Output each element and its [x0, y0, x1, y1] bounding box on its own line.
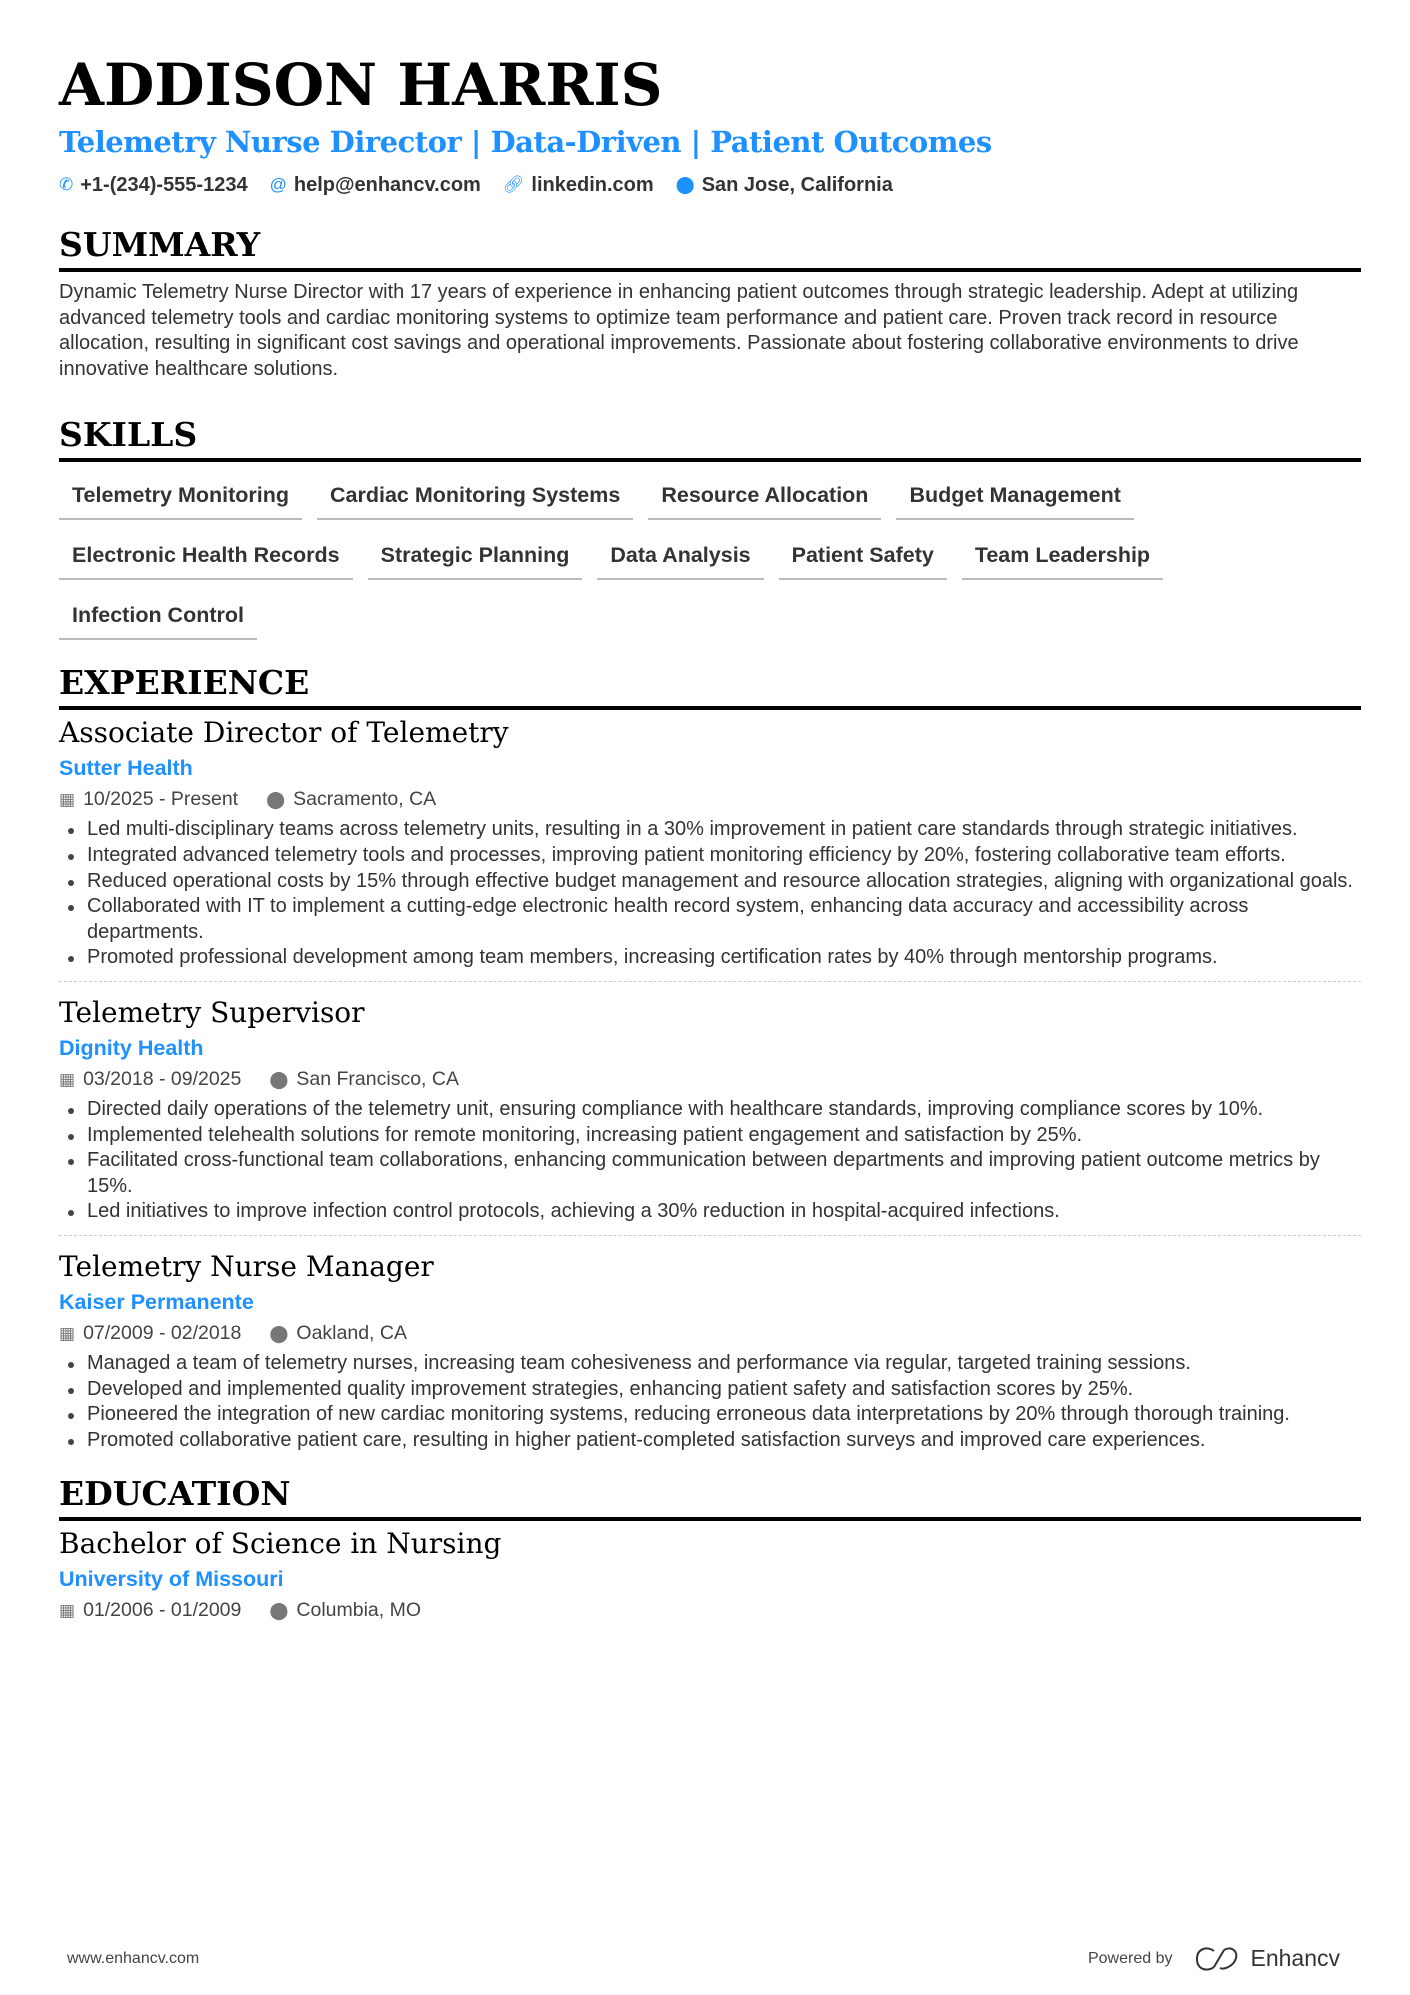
location-pin-icon: ⬤ [266, 790, 286, 810]
job-meta [59, 784, 1361, 815]
section-title: EXPERIENCE [59, 662, 1361, 710]
at-icon: @ [269, 175, 287, 194]
enhancv-logo[interactable] [1194, 1945, 1340, 1972]
company: Sutter Health [59, 756, 193, 781]
location-pin-icon: ⬤ [269, 1069, 289, 1089]
bullet-item: Reduced operational costs by 15% through effective budget management and resource allocation strategies, aligning with organizational goals. [59, 869, 1361, 895]
degree: Bachelor of Science in Nursing [59, 1527, 502, 1561]
education-section [59, 1473, 1361, 1632]
powered-by-label: Powered by [1087, 1949, 1173, 1967]
powered-by [1088, 1945, 1340, 1972]
job-title: Telemetry Nurse Manager [59, 1249, 434, 1283]
calendar-icon: ▦ [59, 1323, 76, 1343]
contact-email[interactable] [270, 172, 481, 198]
footer-website[interactable]: www.enhancv.com [67, 1949, 200, 1967]
summary-section [59, 224, 1361, 382]
bullet-list [59, 1351, 1361, 1453]
job-entry [59, 1235, 1361, 1459]
school: University of Missouri [59, 1567, 284, 1592]
section-title: SKILLS [59, 414, 1361, 462]
education-meta [59, 1595, 1361, 1626]
location-pin-icon: ⬤ [675, 175, 695, 194]
skill-tag: Electronic Health Records [59, 534, 353, 580]
job-list [59, 714, 1361, 1459]
skill-tag: Budget Management [896, 474, 1133, 520]
bullet-item: Directed daily operations of the telemetry unit, ensuring compliance with healthcare standards, improving compliance scores by 10%. [59, 1097, 1361, 1123]
contact-phone[interactable] [59, 172, 248, 198]
skill-tag: Telemetry Monitoring [59, 474, 302, 520]
summary-text: Dynamic Telemetry Nurse Director with 17 years of experience in enhancing patient outcomes through strategic leadership. Adept at utilizing advanced telemetry tools and cardiac monitoring systems to optimize team performance and patient care. Proven track record in resource allocation, resulting in significant cost savings and operational improvements. Passionate about fostering collaborative environments to drive innovative healthcare solutions. [59, 281, 1299, 380]
skills-section [59, 414, 1361, 640]
enhancv-logo-icon [1194, 1946, 1240, 1972]
candidate-name: ADDISON HARRIS [59, 51, 663, 119]
skill-tag: Resource Allocation [648, 474, 881, 520]
bullet-list [59, 1097, 1361, 1225]
link-icon: 🔗︎ [502, 175, 525, 194]
bullet-item: Developed and implemented quality improvement strategies, enhancing patient safety and satisfaction scores by 25%. [59, 1377, 1361, 1403]
dates: 03/2018 - 09/2025 [83, 1067, 242, 1090]
job-meta [59, 1318, 1361, 1349]
bullet-item: Collaborated with IT to implement a cutting-edge electronic health record system, enhancing data accuracy and accessibility across departments. [59, 894, 1361, 945]
job-title: Associate Director of Telemetry [59, 716, 509, 750]
calendar-icon: ▦ [59, 790, 76, 810]
resume-page [59, 48, 1361, 1632]
phone-text: +1-(234)-555-1234 [80, 174, 248, 196]
dates: 07/2009 - 02/2018 [83, 1321, 242, 1344]
skill-tag: Strategic Planning [368, 534, 583, 580]
location-pin-icon: ⬤ [269, 1323, 289, 1343]
contact-list [59, 172, 1361, 198]
bullet-item: Pioneered the integration of new cardiac monitoring systems, reducing erroneous data interpretations by 20% through thorough training. [59, 1402, 1361, 1428]
company: Kaiser Permanente [59, 1289, 254, 1314]
location: San Francisco, CA [296, 1067, 459, 1090]
headline: Telemetry Nurse Director | Data-Driven | Patient Outcomes [59, 125, 992, 159]
location: Sacramento, CA [293, 788, 437, 811]
phone-icon: ✆ [59, 175, 74, 194]
bullet-item: Promoted collaborative patient care, resulting in higher patient-completed satisfaction surveys and improved care experiences. [59, 1428, 1361, 1454]
section-title: SUMMARY [59, 224, 1361, 272]
job-title: Telemetry Supervisor [59, 995, 365, 1029]
bullet-item: Implemented telehealth solutions for remote monitoring, increasing patient engagement and satisfaction by 25%. [59, 1123, 1361, 1149]
section-title: EDUCATION [59, 1473, 1361, 1521]
skill-tag: Cardiac Monitoring Systems [317, 474, 633, 520]
contact-location [676, 172, 893, 198]
link-text: linkedin.com [531, 174, 654, 196]
job-entry [59, 714, 1361, 977]
email-text: help@enhancv.com [293, 174, 481, 196]
skill-tag: Team Leadership [962, 534, 1163, 580]
bullet-item: Facilitated cross-functional team collaborations, enhancing communication between departments and improving patient outcome metrics by 15%. [59, 1148, 1361, 1199]
location: Columbia, MO [296, 1599, 422, 1622]
bullet-item: Led initiatives to improve infection control protocols, achieving a 30% reduction in hospital-acquired infections. [59, 1199, 1361, 1225]
dates: 10/2025 - Present [83, 788, 239, 811]
education-entry [59, 1525, 1361, 1632]
skill-tag: Data Analysis [597, 534, 763, 580]
location: Oakland, CA [296, 1321, 407, 1344]
location-text: San Jose, California [701, 174, 893, 196]
bullet-item: Managed a team of telemetry nurses, increasing team cohesiveness and performance via regular, targeted training sessions. [59, 1351, 1361, 1377]
skill-tag: Patient Safety [779, 534, 947, 580]
job-meta [59, 1064, 1361, 1095]
skills-list [59, 474, 1361, 640]
skill-tag: Infection Control [59, 594, 257, 640]
bullet-list [59, 817, 1361, 971]
experience-section [59, 662, 1361, 1459]
bullet-item: Integrated advanced telemetry tools and processes, improving patient monitoring efficiency by 20%, fostering collaborative team efforts. [59, 843, 1361, 869]
bullet-item: Promoted professional development among team members, increasing certification rates by 40% through mentorship programs. [59, 945, 1361, 971]
enhancv-brand: Enhancv [1250, 1945, 1340, 1971]
job-entry [59, 981, 1361, 1231]
calendar-icon: ▦ [59, 1601, 76, 1621]
location-pin-icon: ⬤ [269, 1601, 289, 1621]
footer [67, 1945, 1340, 1972]
contact-link[interactable] [503, 172, 654, 198]
dates: 01/2006 - 01/2009 [83, 1599, 242, 1622]
company: Dignity Health [59, 1035, 204, 1060]
bullet-item: Led multi-disciplinary teams across telemetry units, resulting in a 30% improvement in patient care standards through strategic initiatives. [59, 817, 1361, 843]
calendar-icon: ▦ [59, 1069, 76, 1089]
